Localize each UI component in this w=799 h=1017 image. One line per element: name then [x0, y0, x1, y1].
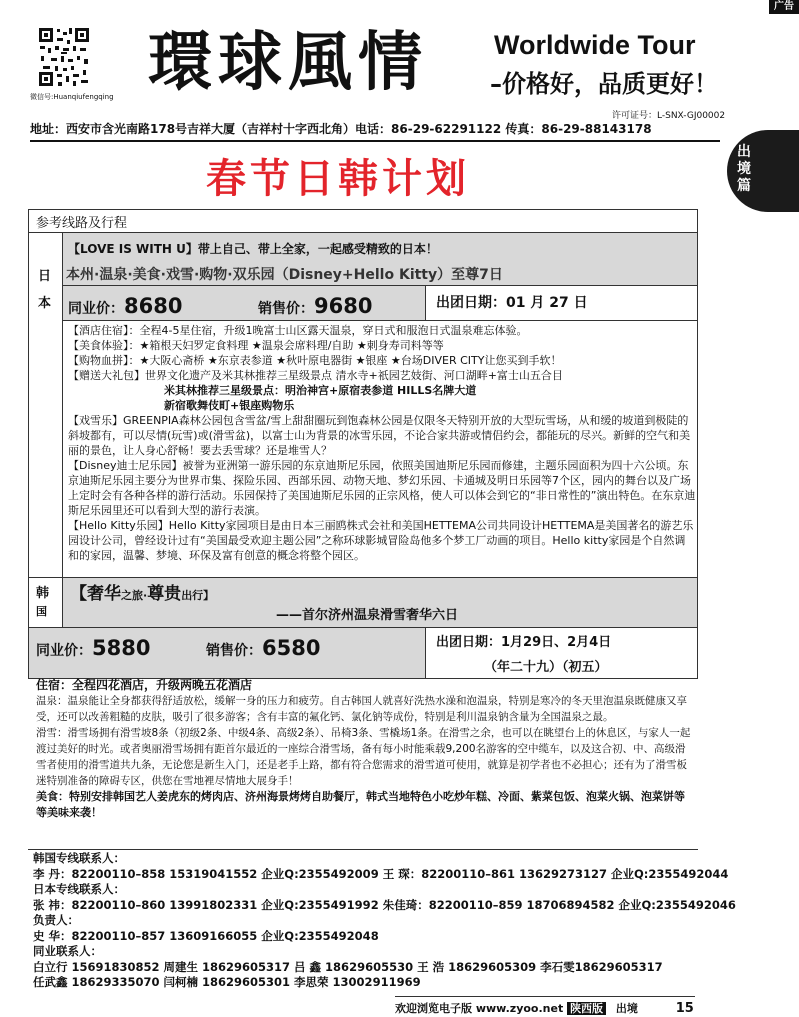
title-part: 【奢华 — [70, 584, 121, 604]
title-part: 尊贵 — [147, 584, 182, 604]
brand-name: 環球風情 — [148, 25, 428, 100]
price-value: 5880 — [92, 636, 151, 660]
country-label-korea: 国 — [36, 605, 47, 618]
detail-line: 新宿歌舞伎町+银座购物乐 — [164, 399, 295, 412]
contact-line: 同业联系人： — [33, 944, 102, 958]
japan-peer-price — [68, 294, 182, 318]
brand-english: Worldwide Tour — [494, 30, 696, 60]
detail-line: 【戏雪乐】GREENPIA森林公园包含雪盆/雪上甜甜圈玩到饱森林公园是仅限冬天特别开放的大型玩雪场，从和缓的坡道到极陡的斜坡都有，可以尽情(玩雪)或(滑雪盆)，以富士山为背景的冰雪乐园，不论合家共游或情侣约会，都能玩的尽兴。新鲜的空气和美丽的景色，让人身心舒畅！要去丢雪球？还是堆雪人？ — [68, 414, 691, 457]
contact-line: 韩国专线联系人： — [33, 851, 125, 865]
contact-line: 日本专线联系人： — [33, 882, 125, 896]
brand-slogan: –价格好，品质更好！ — [490, 70, 718, 98]
japan-departure-date: 出团日期：01 月 27 日 — [436, 295, 588, 311]
korea-subtitle: ——首尔济州温泉滑雪奢华六日 — [276, 608, 459, 623]
korea-title — [70, 579, 214, 604]
country-label-korea: 韩 — [36, 586, 50, 601]
korea-peer-price — [36, 636, 150, 660]
detail-line: 米其林推荐三星级景点：明治神宫+原宿表参道 HILLS名牌大道 — [164, 384, 477, 397]
korea-departure-date: 出团日期：1月29日、2月4日 — [436, 635, 612, 650]
detail-line: 滑雪：滑雪场拥有滑雪坡8条（初级2条、中级4条、高级2条）、吊椅3条、雪橇场1条。在滑雪之余，也可以在眺望台上的休息区，与家人一起渡过美好的时光。或者奥丽滑雪场拥有距首尔最近的一座综合滑雪场，备有每小时能乘载9,200名游客的空中缆车，以及这合初、中、高级滑雪者使用的滑雪道共九条，无论您是新生入门，还是老手上路，都有符合您需求的滑雪道可使用，就算是初学者也不必担心；还有为了滑雪板迷特别准备的障碍专区，供您在雪地裡尽情地大展身手！ — [36, 727, 691, 787]
price-value: 9680 — [314, 294, 373, 318]
qr-code-icon — [37, 26, 91, 90]
country-label-japan: 日 — [38, 269, 52, 284]
detail-line: 【购物血拼】：★大阪心斋桥 ★东京表参道 ★秋叶原电器街 ★银座 ★台场DIVER CITY让您买到手软！ — [68, 354, 562, 367]
detail-line: 【Disney迪士尼乐园】被誉为亚洲第一游乐园的东京迪斯尼乐园，依照美国迪斯尼乐园而修建，主题乐园面积为四十六公顷。东京迪斯尼乐园主要分为世界市集、探险乐园、西部乐园、动物天地、梦幻乐园、卡通城及明日乐园等7个区，园内的舞台以及广场上定时会有各种各样的游行活动。乐园保持了美国迪斯尼乐园的正宗风格，使人可以体会到它的“非日常性的”演出特色。在东京迪斯尼乐园里还可以看到大型的游行表演。 — [68, 459, 696, 517]
section-tab — [727, 130, 799, 212]
title-part: 出行】 — [181, 589, 215, 602]
page-headline: 春节日韩计划 — [206, 155, 470, 202]
contact-line: 史 华：82200110–857 13609166055 企业Q:2355492048 — [33, 928, 379, 943]
title-part: 之旅· — [121, 589, 148, 602]
price-label: 同业价： — [68, 301, 124, 317]
footer-section: 出境 — [615, 1002, 638, 1015]
price-label: 销售价： — [258, 301, 314, 317]
country-label-japan: 本 — [38, 296, 52, 311]
contact-line: 任武鑫 18629335070 闫柯楠 18629605301 李思荣 13002911969 — [33, 975, 421, 989]
detail-line: 【Hello Kitty乐园】Hello Kitty家园项目是由日本三丽鸥株式会社和美国HETTEMA公司共同设计HETTEMA是美国著名的游艺乐园设计公司，曾经设计过有“美国最受欢迎主题公园”之称环球影城冒险岛他多个梦工厂动画的项目。Hello kitty家园是个自然调和的家园，温馨、梦境、环保及富有创意的概念将整个园区。 — [68, 519, 694, 562]
price-label: 同业价： — [36, 643, 92, 659]
price-value: 6580 — [262, 636, 321, 660]
page-number: 15 — [675, 1001, 694, 1016]
license-number: 许可证号：L-SNX-GJ00002 — [612, 111, 726, 121]
ad-tag: 广告 — [769, 0, 799, 14]
korea-date-note: （年二十九）（初五） — [484, 660, 608, 675]
japan-itinerary-details — [68, 323, 696, 563]
divider — [425, 628, 426, 678]
divider — [63, 320, 698, 321]
divider — [395, 996, 695, 997]
edition-badge: 陕西版 — [567, 1002, 606, 1015]
contact-line: 张 祎：82200110–860 13991802331 企业Q:2355491992 朱佳琦：82200110–859 18706894582 企业Q:2355492046 — [33, 897, 736, 912]
contact-line: 白立行 15691830852 周建生 18629605317 吕 鑫 18629605530 王 浩 18629605309 李石雯18629605317 — [33, 959, 663, 974]
footer-text: 欢迎浏览电子版 www.zyoo.net — [395, 1002, 564, 1015]
price-label: 销售价： — [206, 643, 262, 659]
divider — [28, 849, 698, 850]
detail-line: 【美食体验】：★箱根天妇罗定食料理 ★温泉会席料理/自助 ★刺身寿司料等等 — [68, 339, 444, 352]
contact-line: 李 丹：82200110–858 15319041552 企业Q:2355492009 王 琛：82200110–861 13629273127 企业Q:2355492044 — [33, 866, 729, 881]
detail-line: 【赠送大礼包】世界文化遗产及米其林推荐三星级景点 清水寺+祇园艺妓街、河口湖畔+富士山五合目 — [68, 369, 563, 382]
divider — [425, 286, 426, 320]
detail-line: 温泉：温泉能让全身都获得舒适放松，缓解一身的压力和疲劳。自古韩国人就喜好洗热水澡和泡温泉，特别是寒冷的冬天里泡温泉既健康又享受，还可以改善粗糙的皮肤，吸引了很多游客；含有丰富的氟化钙、氯化钠等成份，特别是利川温泉钠含量为全国温泉之最。 — [36, 695, 687, 723]
korea-sale-price — [206, 636, 320, 660]
weixin-id: 微信号:Huanqiufengqing — [30, 93, 114, 101]
contact-line: 负责人： — [33, 913, 79, 927]
japan-slogan: 【LOVE IS WITH U】带上自己、带上全家，一起感受精致的日本！ — [68, 242, 438, 256]
price-value: 8680 — [124, 294, 183, 318]
itinerary-section-title: 参考线路及行程 — [36, 216, 128, 231]
company-address: 地址：西安市含光南路178号吉祥大厦（吉祥村十字西北角）电话：86-29-62291122 传真：86-29-88143178 — [30, 120, 720, 142]
detail-line: 【酒店住宿】：全程4-5星住宿，升级1晚富士山区露天温泉，穿日式和服泡日式温泉难忘体验。 — [68, 324, 528, 337]
japan-route-title: 本州·温泉·美食·戏雪·购物·双乐园（Disney+Hello Kitty）至尊7日 — [66, 267, 503, 283]
detail-line: 住宿：全程四花酒店，升级两晚五花酒店 — [36, 678, 253, 692]
japan-sale-price — [258, 294, 372, 318]
page-footer — [395, 1000, 694, 1016]
detail-line: 美食：特别安排韩国艺人姜虎东的烤肉店、济州海景烤烤自助餐厅，韩式当地特色小吃炒年糕、冷面、紫菜包饭、泡菜火锅、泡菜饼等等美味来袭！ — [36, 790, 685, 819]
korea-itinerary-details — [36, 677, 694, 821]
section-tab-label: 出境篇 — [737, 144, 751, 194]
contact-list — [33, 851, 736, 991]
